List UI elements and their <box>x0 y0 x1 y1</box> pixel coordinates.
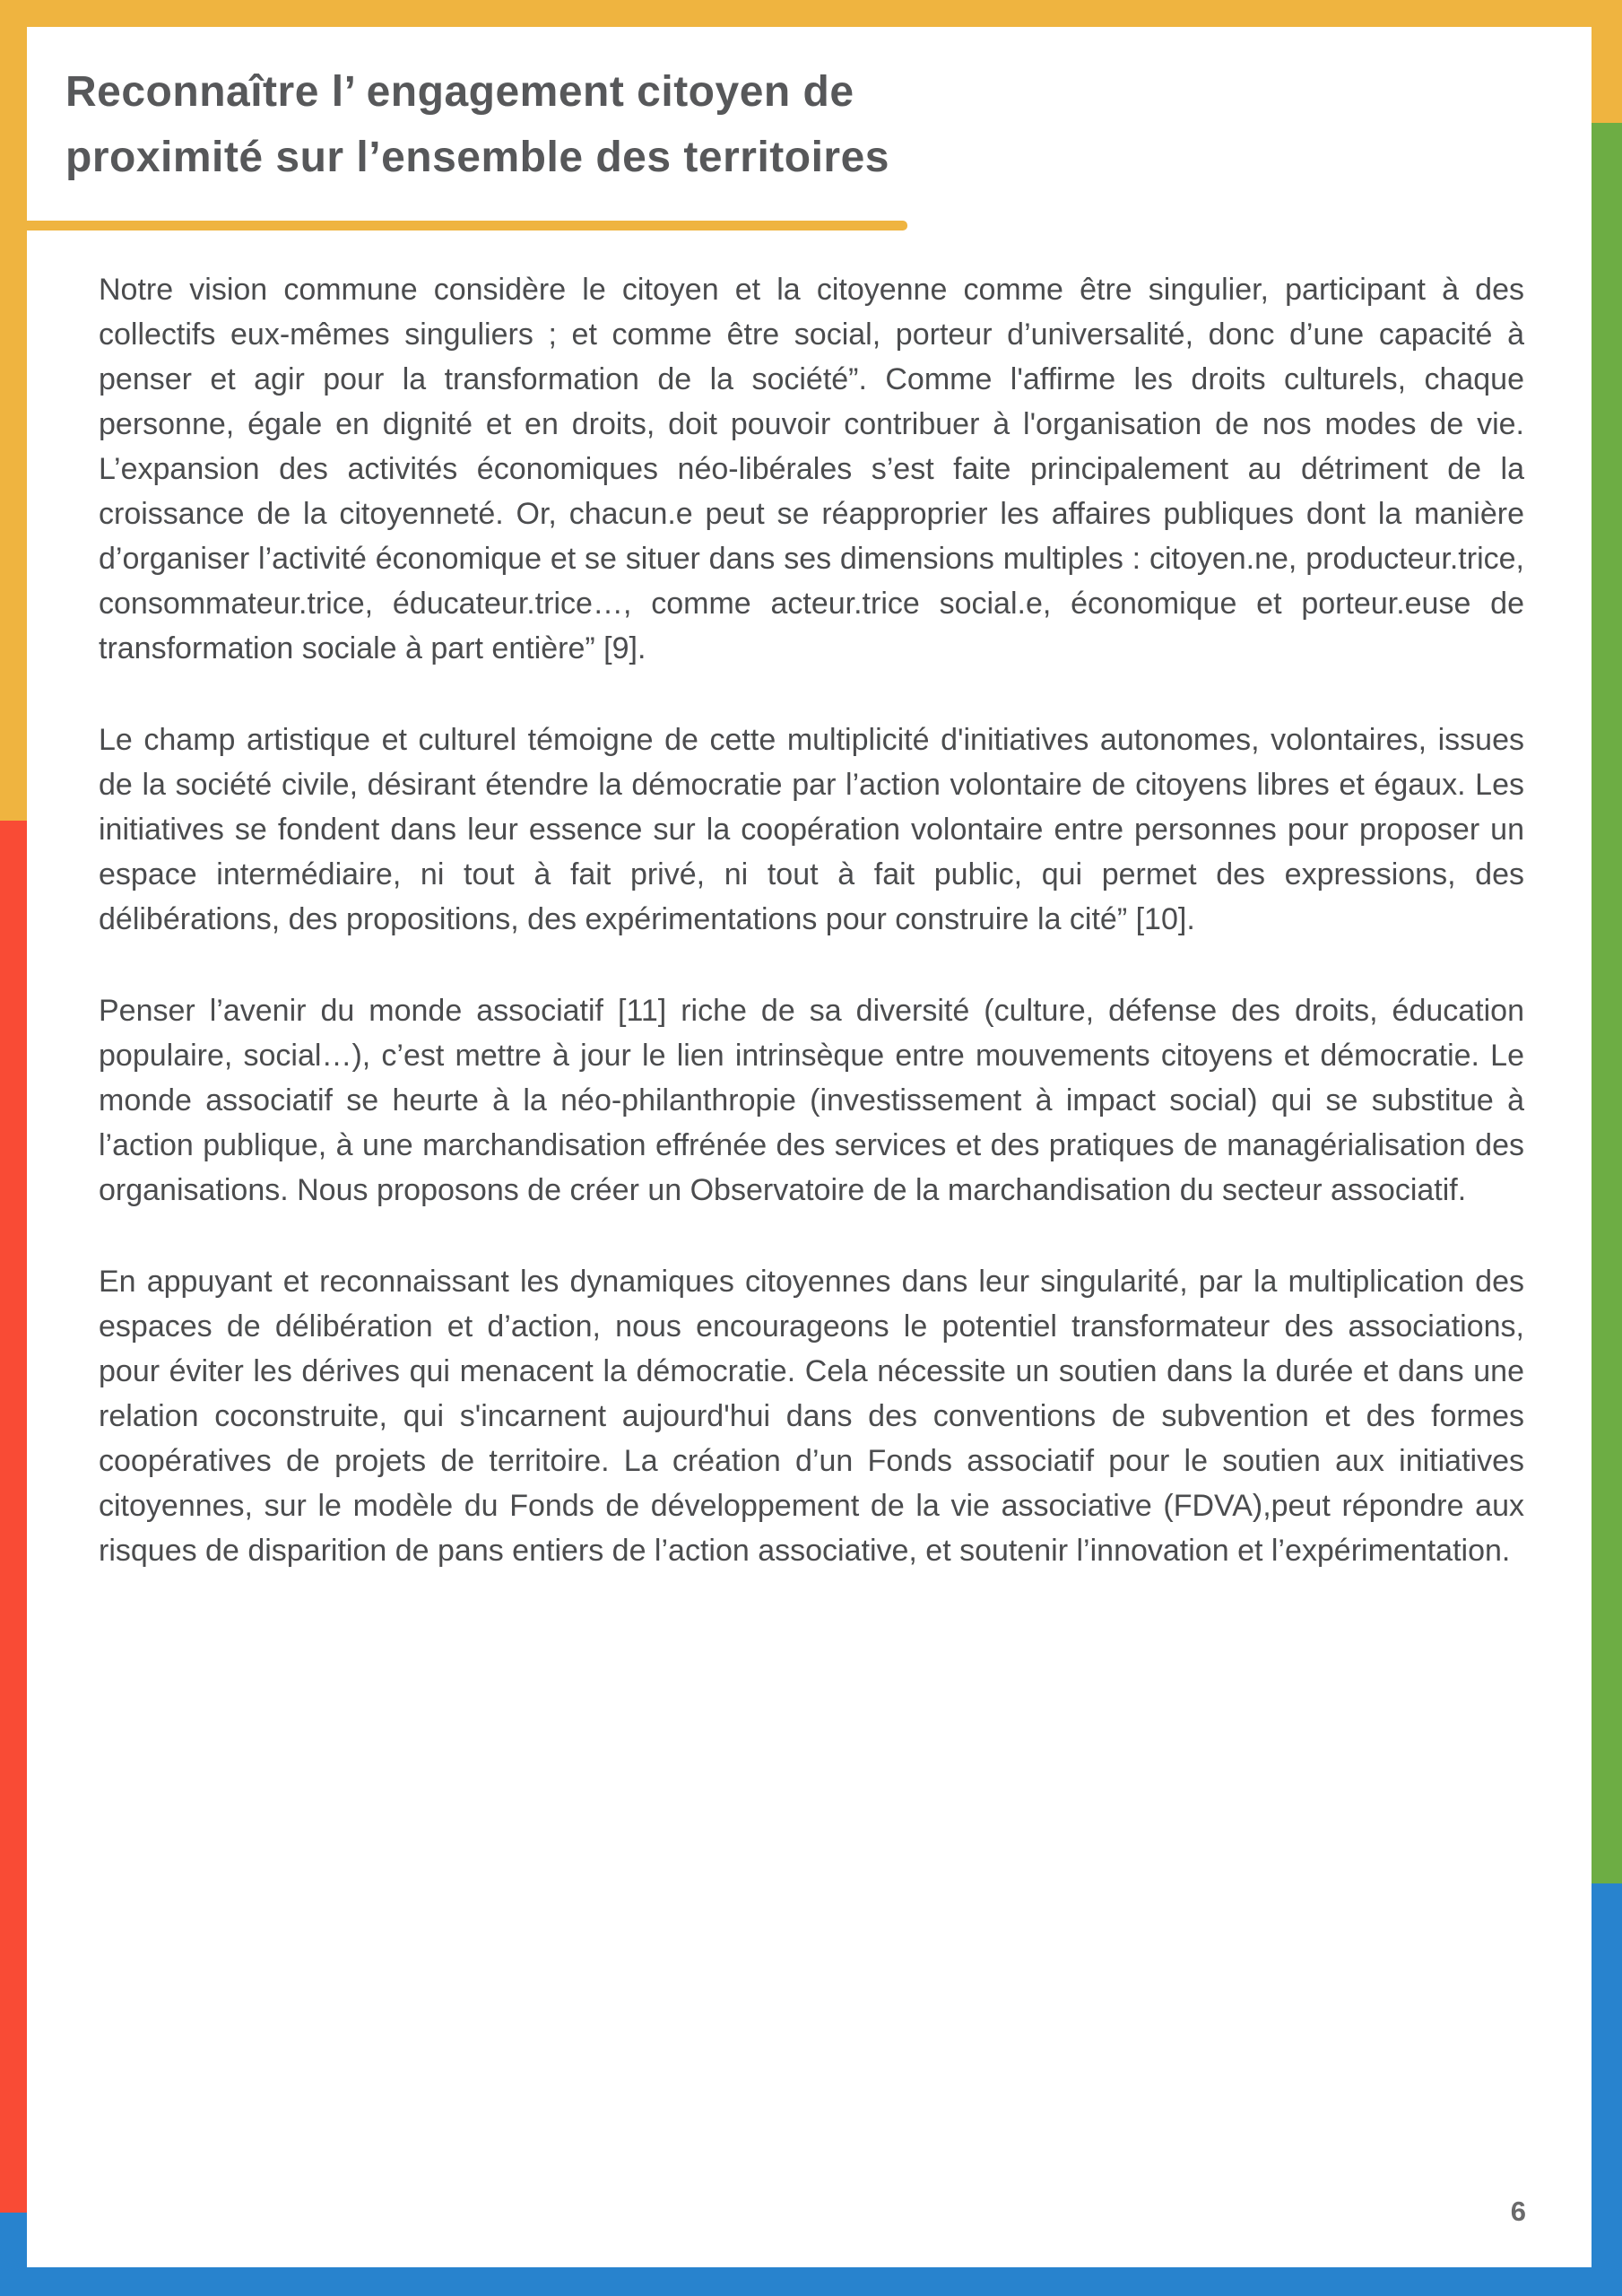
page-title-line-2: proximité sur l’ensemble des territoires <box>65 134 889 181</box>
page-title-line-1: Reconnaître l’ engagement citoyen de <box>65 68 854 116</box>
title-underline-rule <box>0 221 907 230</box>
page-title <box>65 59 1097 190</box>
frame-top-band <box>0 0 1622 27</box>
paragraph-2: Le champ artistique et culturel témoigne de cette multiplicité d'initiatives autonomes, volontaires, issues de la société civile, désirant étendre la démocratie par l’action volontaire de citoyens libres et égaux. Les initiatives se fondent dans leur essence sur la coopération volontaire entre personnes pour proposer un espace intermédiaire, ni tout à fait privé, ni tout à fait public, qui permet des expressions, des délibérations, des propositions, des expérimentations pour construire la cité” [10]. <box>99 723 1524 936</box>
paragraph-1: Notre vision commune considère le citoyen et la citoyenne comme être singulier, participant à des collectifs eux-mêmes singuliers ; et comme être social, porteur d’universalité, donc d’une capacité à penser et agir pour la transformation de la société”. Comme l'affirme les droits culturels, chaque personne, égale en dignité et en droits, doit pouvoir contribuer à l'organisation de nos modes de vie. L’expansion des activités économiques néo-libérales s’est faite principalement au détriment de la croissance de la citoyenneté. Or, chacun.e peut se réapproprier les affaires publiques dont la manière d’organiser l’activité économique et se situer dans ses dimensions multiples : citoyen.ne, producteur.trice, consommateur.trice, éducateur.trice…, comme acteur.trice social.e, économique et porteur.euse de transformation sociale à part entière” [9]. <box>99 273 1524 665</box>
page-number: 6 <box>1510 2196 1526 2227</box>
body-text-block <box>99 267 1524 1620</box>
frame-left-yellow-segment <box>0 0 27 821</box>
frame-right-green-segment <box>1592 123 1622 1883</box>
frame-bottom-band <box>0 2267 1622 2296</box>
frame-left-red-segment <box>0 821 27 2213</box>
paragraph-3: Penser l’avenir du monde associatif [11] riche de sa diversité (culture, défense des droits, éducation populaire, social…), c’est mettre à jour le lien intrinsèque entre mouvements citoyens et démocratie. Le monde associatif se heurte à la néo-philanthropie (investissement à impact social) qui se substitue à l’action publique, à une marchandisation effrénée des services et des pratiques de managérialisation des organisations. Nous proposons de créer un Observatoire de la marchandisation du secteur associatif. <box>99 994 1524 1207</box>
frame-right-blue-segment <box>1592 1883 1622 2296</box>
frame-right-yellow-segment <box>1592 0 1622 123</box>
paragraph-4: En appuyant et reconnaissant les dynamiques citoyennes dans leur singularité, par la multiplication des espaces de délibération et d’action, nous encourageons le potentiel transformateur des associations, pour éviter les dérives qui menacent la démocratie. Cela nécessite un soutien dans la durée et dans une relation coconstruite, qui s'incarnent aujourd'hui dans des conventions de subvention et des formes coopératives de projets de territoire. La création d’un Fonds associatif pour le soutien aux initiatives citoyennes, sur le modèle du Fonds de développement de la vie associative (FDVA),peut répondre aux risques de disparition de pans entiers de l’action associative, et soutenir l’innovation et l’expérimentation. <box>99 1265 1524 1568</box>
